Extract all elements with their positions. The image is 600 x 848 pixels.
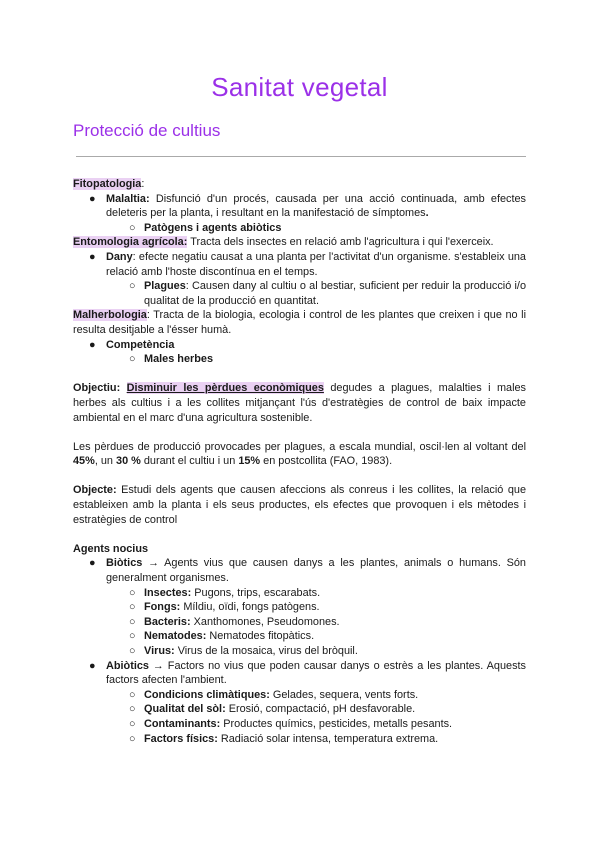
fitopatologia-paragraph: Fitopatologia: xyxy=(73,178,145,190)
bullet-icon: ● xyxy=(89,338,96,351)
fitopatologia-term: Fitopatologia xyxy=(73,178,142,190)
agents-heading: Agents nocius xyxy=(73,542,149,555)
bullet-icon: ● xyxy=(89,659,96,672)
agents-list xyxy=(73,556,526,746)
list-item-insectes: ○ Insectes: Pugons, trips, escarabats. xyxy=(129,586,321,599)
bullet-icon: ● xyxy=(89,557,96,570)
malherbologia-list xyxy=(73,338,526,367)
list-item-malaltia: ● Malaltia: Disfunció d'un procés, causada per una acció continuada, amb efectes deleteris per la planta, i resultant en la manifestació de símptomes. xyxy=(89,192,526,220)
list-item-bacteris: ○ Bacteris: Xanthomones, Pseudomones. xyxy=(129,615,340,628)
objectiu-paragraph: Objectiu: Disminuir les pèrdues econòmiques degudes a plagues, malalties i males herbes als cultius i a les collites mitjançant l'ús d'estratègies de control de baix impacte ambiental en el marc d'una agricultura sostenible. xyxy=(73,382,526,424)
list-item-factors-fisics: ○ Factors físics: Radiació solar intensa, temperatura extrema. xyxy=(129,732,439,745)
circle-bullet-icon: ○ xyxy=(129,630,136,643)
document-title: Sanitat vegetal xyxy=(211,72,388,102)
list-item-patogens: ○ Patògens i agents abiòtics xyxy=(129,221,282,234)
list-item-condicions: ○ Condicions climàtiques: Gelades, sequera, vents forts. xyxy=(129,688,419,701)
list-item-virus: ○ Virus: Virus de la mosaica, virus del bròquil. xyxy=(129,645,358,657)
circle-bullet-icon: ○ xyxy=(129,703,136,716)
list-item-males-herbes: ○ Males herbes xyxy=(129,353,214,366)
bullet-icon: ● xyxy=(89,192,96,205)
circle-bullet-icon: ○ xyxy=(129,601,136,614)
perdues-paragraph: Les pèrdues de producció provocades per plagues, a escala mundial, oscil·len al voltant del 45%, un 30 % durant el cultiu i un 15% en postcollita (FAO, 1983). xyxy=(73,440,526,468)
entomologia-term: Entomologia agrícola: xyxy=(73,236,188,249)
objecte-paragraph: Objecte: Estudi dels agents que causen afeccions als conreus i les collites, la relació que estableixen amb la planta i els seus productes, els efectes que provoquen i els mètodes i estratègies de control xyxy=(73,484,526,526)
entomologia-list xyxy=(73,250,526,308)
list-item-competencia: ● Competència xyxy=(89,338,175,351)
fitopatologia-list xyxy=(73,192,526,236)
list-item-contaminants: ○ Contaminants: Productes químics, pesticides, metalls pesants. xyxy=(129,717,453,730)
circle-bullet-icon: ○ xyxy=(129,732,136,745)
circle-bullet-icon: ○ xyxy=(129,280,136,293)
circle-bullet-icon: ○ xyxy=(129,615,136,628)
list-item-abiotics: ● Abiòtics → Factors no vius que poden causar danys o estrès a les plantes. Aquests factors afecten l'ambient. xyxy=(89,659,526,687)
list-item-plagues: ○ Plagues: Causen dany al cultiu o al bestiar, suficient per reduir la producció i/o qualitat de la producció en quantitat. xyxy=(129,280,526,307)
circle-bullet-icon: ○ xyxy=(129,586,136,599)
malherbologia-paragraph: Malherbologia: Tracta de la biologia, ecologia i control de les plantes que creixen i que no li resulta desitjable a l'ésser humà. xyxy=(73,309,526,336)
list-item-qualitat-sol: ○ Qualitat del sòl: Erosió, compactació, pH desfavorable. xyxy=(129,703,416,716)
list-item-nematodes: ○ Nematodes: Nematodes fitopàtics. xyxy=(129,630,315,643)
entomologia-paragraph: Entomologia agrícola: Tracta dels insectes en relació amb l'agricultura i qui l'exerceix. xyxy=(73,236,494,249)
circle-bullet-icon: ○ xyxy=(129,717,136,730)
section-heading: Protecció de cultius xyxy=(73,121,221,140)
horizontal-rule xyxy=(76,156,526,157)
list-item-fongs: ○ Fongs: Míldiu, oïdi, fongs patògens. xyxy=(129,601,320,614)
list-item-dany: ● Dany: efecte negatiu causat a una planta per l'activitat d'un organisme. s'estableix una relació amb l'hoste discontínua en el temps. xyxy=(89,250,526,278)
document-body xyxy=(73,177,526,746)
objectiu-highlight: Disminuir les pèrdues econòmiques xyxy=(126,382,324,395)
malherbologia-term: Malherbologia xyxy=(73,309,147,322)
bullet-icon: ● xyxy=(89,250,96,263)
circle-bullet-icon: ○ xyxy=(129,688,136,701)
circle-bullet-icon: ○ xyxy=(129,353,136,366)
circle-bullet-icon: ○ xyxy=(129,645,136,657)
list-item-biotics: ● Biòtics → Agents vius que causen danys a les plantes, animals o humans. Són generalment organismes. xyxy=(89,557,526,585)
circle-bullet-icon: ○ xyxy=(129,221,136,234)
